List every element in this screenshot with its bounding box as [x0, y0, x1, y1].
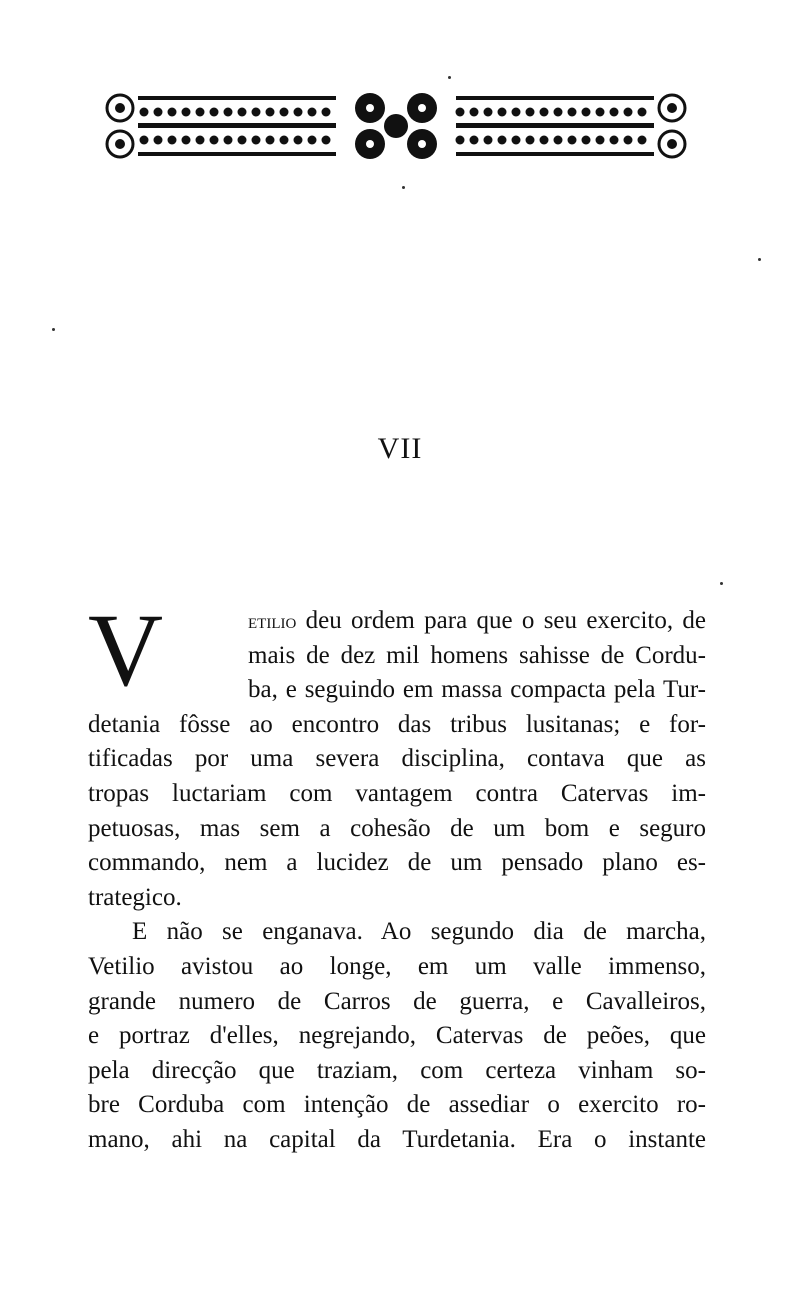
ornament-star-icon: [456, 136, 465, 145]
ornament-star-icon: [280, 136, 289, 145]
ornament-star-icon: [554, 108, 563, 117]
ornament-star-icon: [512, 108, 521, 117]
ornament-left-rosette-icon: [107, 95, 133, 157]
small-caps-word: etilio: [248, 609, 297, 633]
ornament-star-icon: [196, 136, 205, 145]
chapter-number: VII: [377, 432, 423, 465]
ornament-star-icon: [624, 136, 633, 145]
print-speck: [720, 582, 723, 585]
ornament-star-icon: [610, 136, 619, 145]
ornament-star-icon: [238, 136, 247, 145]
text-line: commando, nem a lucidez de um pensado plano es-: [88, 849, 706, 877]
ornament-star-icon: [154, 108, 163, 117]
ornament-star-icon: [568, 108, 577, 117]
text-line: bre Corduba com intenção de assediar o exercito ro-: [88, 1091, 706, 1119]
ornament-star-icon: [182, 136, 191, 145]
ornament-star-icon: [322, 136, 331, 145]
print-speck: [52, 328, 55, 331]
text-line: detania fôsse ao encontro das tribus lusitanas; e for-: [88, 710, 706, 738]
ornament-star-icon: [498, 136, 507, 145]
ornament-star-icon: [484, 136, 493, 145]
ornament-star-icon: [568, 136, 577, 145]
ornament-star-icon: [638, 136, 647, 145]
ornament-star-icon: [554, 136, 563, 145]
ornament-star-icon: [294, 108, 303, 117]
text-line: mano, ahi na capital da Turdetania. Era o instante: [88, 1125, 706, 1153]
text-line: petuosas, mas sem a cohesão de um bom e seguro: [88, 814, 706, 842]
text-line: grande numero de Carros de guerra, e Cavalleiros,: [88, 987, 706, 1015]
ornament-star-icon: [266, 136, 275, 145]
text-line: tificadas por uma severa disciplina, contava que as: [88, 745, 706, 773]
ornament-left-band: [138, 96, 336, 156]
text-line: E não se enganava. Ao segundo dia de marcha,: [132, 918, 706, 946]
ornament-star-icon: [498, 108, 507, 117]
ornament-star-icon: [540, 136, 549, 145]
ornament-star-icon: [294, 136, 303, 145]
ornament-star-icon: [308, 108, 317, 117]
text-line: Vetilio avistou ao longe, em um valle immenso,: [88, 952, 706, 980]
ornament-star-icon: [526, 136, 535, 145]
ornament-star-icon: [196, 108, 205, 117]
ornament-star-icon: [596, 136, 605, 145]
ornament-star-icon: [322, 108, 331, 117]
ornament-star-icon: [540, 108, 549, 117]
ornament-right-rosette-icon: [659, 95, 685, 157]
text-line: ba, e seguindo em massa compacta pela Tur-: [248, 676, 706, 704]
header-ornament: [100, 90, 692, 162]
ornament-star-icon: [456, 108, 465, 117]
drop-cap: V: [88, 593, 164, 708]
ornament-center-flower-icon: [355, 93, 437, 159]
ornament-star-icon: [168, 136, 177, 145]
ornament-star-icon: [182, 108, 191, 117]
ornament-star-icon: [252, 108, 261, 117]
ornament-star-icon: [210, 136, 219, 145]
ornament-star-icon: [224, 108, 233, 117]
ornament-star-icon: [252, 136, 261, 145]
ornament-star-icon: [224, 136, 233, 145]
ornament-star-icon: [308, 136, 317, 145]
ornament-star-icon: [526, 108, 535, 117]
ornament-star-icon: [638, 108, 647, 117]
text-line: pela direcção que traziam, com certeza vinham so-: [88, 1056, 706, 1084]
print-speck: [402, 186, 405, 189]
ornament-star-icon: [470, 108, 479, 117]
ornament-right-band: [456, 96, 654, 156]
ornament-star-icon: [280, 108, 289, 117]
ornament-star-icon: [140, 108, 149, 117]
text-line: e portraz d'elles, negrejando, Catervas de peões, que: [88, 1022, 706, 1050]
text-line: trategico.: [88, 883, 182, 911]
ornament-star-icon: [266, 108, 275, 117]
ornament-star-icon: [470, 136, 479, 145]
print-speck: [758, 258, 761, 261]
text-line: tropas luctariam com vantagem contra Catervas im-: [88, 779, 706, 807]
ornament-star-icon: [168, 108, 177, 117]
ornament-star-icon: [140, 136, 149, 145]
ornament-star-icon: [512, 136, 521, 145]
ornament-star-icon: [596, 108, 605, 117]
ornament-star-icon: [154, 136, 163, 145]
ornament-star-icon: [624, 108, 633, 117]
print-speck: [448, 76, 451, 79]
ornament-star-icon: [610, 108, 619, 117]
text-line: mais de dez mil homens sahisse de Cordu-: [248, 641, 706, 669]
text-line: etilio deu ordem para que o seu exercito, de: [248, 607, 706, 634]
ornament-star-icon: [582, 108, 591, 117]
body-text: [88, 593, 706, 1158]
ornament-star-icon: [210, 108, 219, 117]
ornament-star-icon: [582, 136, 591, 145]
ornament-star-icon: [484, 108, 493, 117]
ornament-star-icon: [238, 108, 247, 117]
